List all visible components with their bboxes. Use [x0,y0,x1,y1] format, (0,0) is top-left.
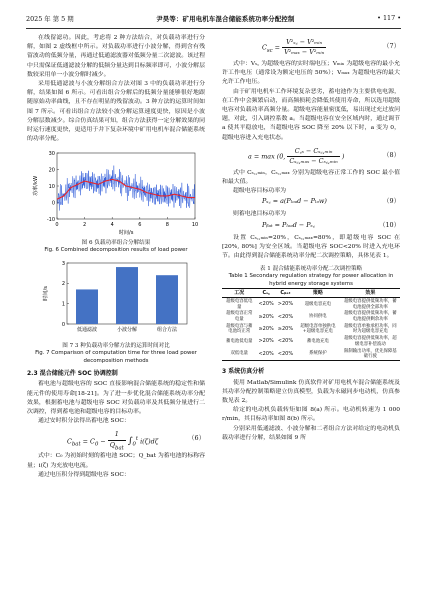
x-tick-label: 2 [83,222,87,229]
equation-6: $C_{bat} = C_0$ − $\frac{1}{Q_{bat}}$ $\int_0^t$ i(ζ)dζ （6） [67,430,205,451]
paragraph: 由于矿用电机车工作环境复杂恶劣，蓄电池作为主要供电电源，在工作中会频繁启动，而高频损耗会降低其使用寿命，所以选用超级电容对负载功率高频分量。超级电容能量密度低，易出现过充过放问题，对此，引入调控系数 a。当超级电容在安全区域内时，通过调节 a 使其平稳放电，当超级电容 SOC 降至 20% 以下时，a 变为 0，超级电容进入充电状态。 [222,88,400,141]
paragraph: 在线留滤功。因此，考虑将 2 种方法结合，对负载功率进行分解，如图 2 虚线框中所示。对负载功率进行小波分解，得到含有残留波动的低频分量，再通过低通滤波器对低频分量二次滤波。该过程中只需保证低通滤波分解的低频分量达到目标频率即可，小波分解层数较采用单一小波分解时减少。 [27,35,205,78]
table-row: 蓄电池低电量 >20% <20% 蓄电池充电 超级电容提供低频功率，超级电容补偿波动 [226,336,397,347]
paragraph: 式中：Vₛ꜀ 为超级电容的实时端电压；Vₘᵢₙ 为超级电容的最小允许工作电压（通常设为额定电压的 50%）；Vₘₐₓ 为超级电容的最大允许工作电压。 [222,61,400,86]
x-tick-label: 6 [138,222,142,229]
bar [76,289,98,324]
paragraph: 超级电容目标功率为 [233,188,287,195]
bar [156,275,178,324]
paragraph: 采用低通滤波与小波分解组合方法对图 3 中的负载功率进行分解，结果如图 6 所示。可看出组合分解后的低频分量能够很好地跟随原始功率曲线，且不存在明显的残留波动。3 种方法的运算时间如图 7 所示。可看出组合方法较小波分解运算速度更快，原因是小波分解层数减少。综合仿真结果可知，组合方法获得一定分解效果的同时运行速度更快，更适用于井下复杂环境中矿用电机车混合储能系统的功率分配。 [27,81,205,143]
figure-6-line-chart [27,147,205,239]
right-column [222,34,400,443]
x-tick-label: 4 [110,222,114,229]
issue-label: 2025 年 第 5 期 [26,14,74,23]
y-tick-label: 2 [61,281,65,288]
table-1-caption-en: Table 1 Secondary regulation strategy for power allocation in hybrid energy storage systems [228,273,394,287]
table-1 [222,288,400,361]
paragraph: 通过电压积分得到超级电容 SOC： [38,471,130,478]
paragraph: 蓄电池与超级电容的 SOC 直接影响混合储能系统的稳定性和储能元件的使用寿命[18-21]。为了进一步优化混合储能系统功率分配效果，根据蓄电池与超级电容 SOC 对负载功率及其低频分量进行二次调控，得到蓄电池和超级电容的目标功率。 [27,381,205,416]
running-title: 尹昊等：矿用电机车混合储能系统功率分配控制 [156,14,295,23]
table-header: Cᵦₐₜ [280,290,291,297]
paragraph: 通过安时积分法得出蓄电池 SOC： [38,418,130,425]
table-row: 超级电容与蓄电池均正常 ≥20% ≥20% 超级电容单独供电+超级电容充电 超级电容单独承担功率，同时为超级电容充电 [226,323,397,335]
series-line-original [57,166,195,211]
y-tick-label: 3 [61,260,65,267]
page-number: • 117 • [377,14,401,22]
y-tick-label: -10 [46,217,55,224]
x-tick-label: 低通滤波 [76,327,98,334]
paragraph: 使用 Matlab/Simulink 仿真软件对矿用电机车混合储能系统及其功率分配控制策略建立仿真模型，负载为永磁同步电动机，仿真参数见表 2。 [222,379,400,404]
y-tick-label: 30 [48,151,55,158]
header-rule [26,28,401,29]
figure-7-caption: 图 7 3 种负载功率分解方法的运算时间对比 [62,343,170,350]
paragraph: 给定的电动机负载转矩如图 8(a) 所示。电动机转速为 1 000 r/min，其目标功率如图 8(b) 所示。 [222,407,400,423]
section-heading: 3 系统仿真分析 [222,368,265,376]
table-row: 超级电容低电量 <20% >20% 超级电容充电 超级电容提供低频功率，蓄电池提供全部功率 [226,299,397,310]
table-header: 策略 [312,290,323,297]
section-heading: 2.3 混合储能元件 SOC 协调控制 [27,370,118,378]
figure-7-bar-chart [27,258,205,342]
table-1-caption: 表 1 混合储能系统功率分配二次调控策略 [259,266,363,273]
figure-6-caption: 图 6 负载功率组合分解结果 [81,240,151,247]
paragraph: 式中：C₀ 为初始时刻的蓄电池 SOC；Q_bat 为蓄电池的标称容量；i(ζ) 为充放电电流。 [27,453,205,469]
table-header: Cₛ꜀ [262,290,270,297]
x-tick-label: 小波分解 [116,327,138,334]
equation-8: a = max (0, $\frac{\text{C꜀ₛ − Cₛ꜀,ₘᵢₙ}}{\text{Cₛ꜀,ₘₐₓ − Cₛ꜀,ₘᵢₙ}}$ ) （8） [248,146,400,166]
x-tick-label: 0 [55,222,59,229]
y-tick-label: 0 [61,321,65,328]
table-row: 超级电容正常电量 ≥20% <20% 协同供电 超级电容提供低频功率，蓄电池提供剩余功率 [226,311,397,322]
left-column [27,34,205,480]
y-tick-label: 1 [61,301,65,308]
y-tick-label: 10 [48,184,55,191]
x-tick-label: 10 [191,222,199,229]
table-header: 工况 [234,290,245,297]
figure-7-caption-en: Fig. 7 Comparison of computation time for three load power decomposition methods [35,350,197,364]
y-tick-label: 20 [48,167,55,174]
paragraph: 式中 Cₛ꜀,ₘᵢₙ，Cₛ꜀,ₘₐₓ 分别为超级电容正常工作的 SOC 最小值和最大值。 [222,169,400,186]
page-header [26,12,401,24]
equation-9: Pₛ꜀ = a(Pₗₒₐd − Pₗₒw) （9） [262,197,400,206]
equation-7: $C_{sc}$ = $\frac{\text{V²ₛ꜀ − V²ₘᵢₙ}}{\text{V²ₘₐₓ − V²ₘᵢₙ}}$ （7） [262,38,400,57]
x-tick-label: 组合方法 [156,327,178,334]
equation-10: Pᵦₐₜ = Pₗₒₐd − Pₛ꜀ （10） [262,220,400,229]
y-tick-label: 0 [51,200,55,207]
paragraph: 分别采用低通滤波、小波分解和二者组合方法对给定的电动机负载功率进行分解，结果如图 9 所 [222,425,400,441]
y-axis-label: 时间/s [43,286,49,301]
figure-6-caption-en: Fig. 6 Combined decomposition results of load power [44,247,188,254]
x-tick-label: 8 [165,222,169,229]
paragraph: 设置 Cₛ꜀,ₘᵢₙ=20%，Cₛ꜀,ₘₐₓ=80%，即超级电容 SOC 在 [20%, 80%] 为安全区域。当超级电容 SOC<20% 时进入充电环节。由此得到混合储能系统功率分配二次调控策略，具体见表 1。 [222,234,400,260]
x-axis-label: 时间/s [118,230,134,237]
table-header: 效果 [365,290,376,297]
table-row: 双低电量 <20% <20% 系统保护 限制输出功率，优先保障基础行驶 [222,348,400,361]
bar [116,267,138,324]
y-axis-label: 功率/kW [33,176,39,197]
paragraph: 则蓄电池目标功率为 [233,211,287,218]
